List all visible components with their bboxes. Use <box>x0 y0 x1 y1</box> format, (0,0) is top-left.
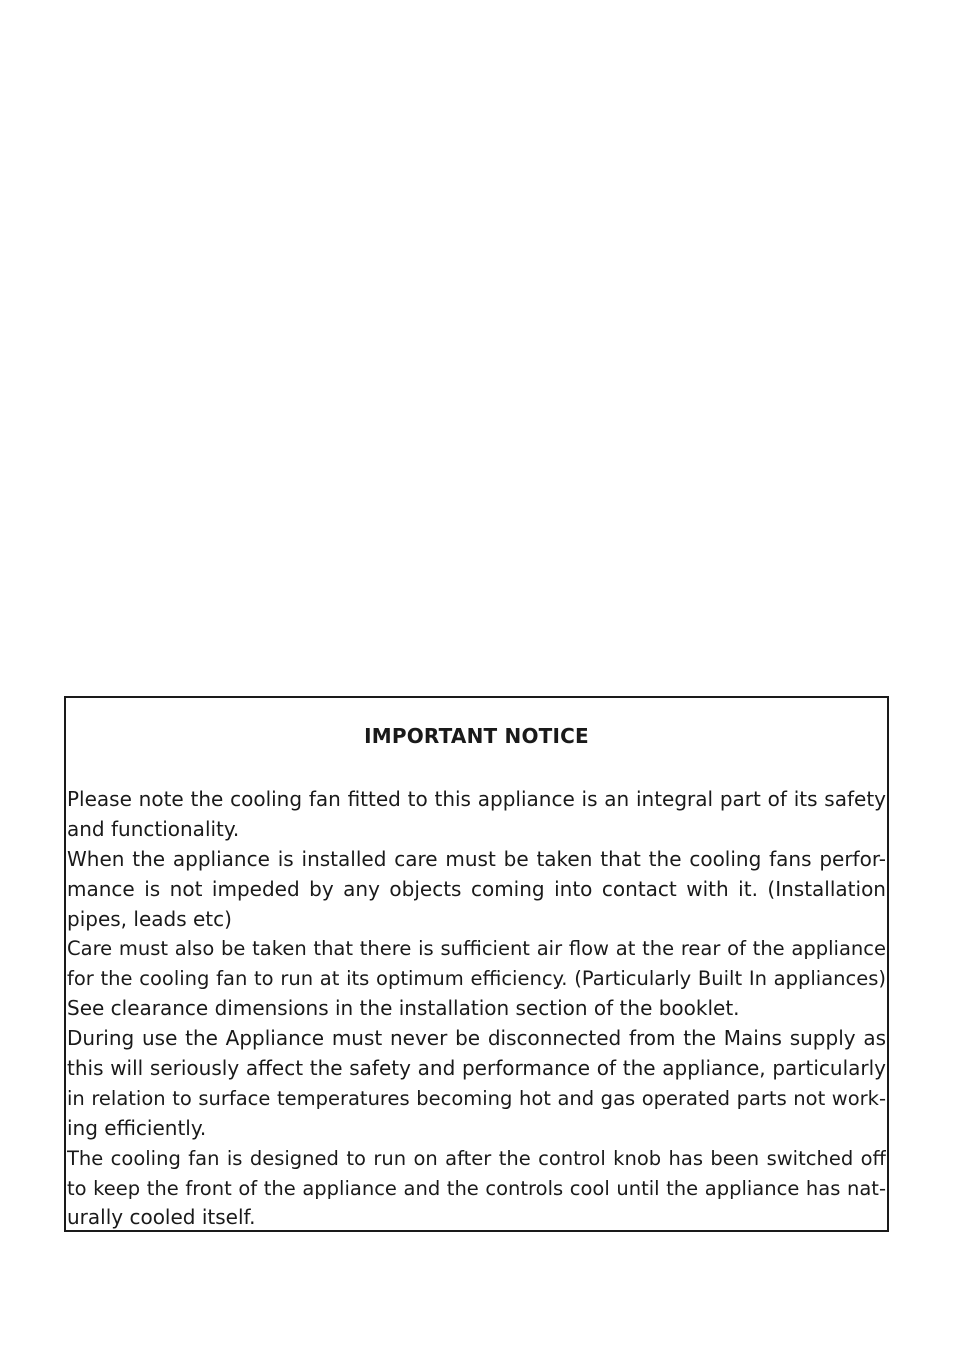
notice-line: Care must also be taken that there is sufficient air flow at the rear of the appliance <box>67 937 886 961</box>
notice-line: ing efficiently. <box>67 1115 207 1140</box>
notice-line: See clearance dimensions in the installation section of the booklet. <box>67 996 740 1021</box>
notice-line: pipes, leads etc) <box>67 906 232 931</box>
notice-line: The cooling fan is designed to run on after the control knob has been switched off <box>67 1146 886 1170</box>
notice-line: During use the Appliance must never be disconnected from the Mains supply as <box>67 1026 886 1051</box>
notice-title: IMPORTANT NOTICE <box>364 724 589 748</box>
notice-line: mance is not impeded by any objects coming into contact with it. (Installation <box>67 876 886 901</box>
important-notice-box <box>64 696 889 1232</box>
notice-body <box>67 785 886 1233</box>
notice-line: to keep the front of the appliance and the controls cool until the appliance has nat- <box>67 1176 886 1200</box>
notice-line: in relation to surface temperatures becoming hot and gas operated parts not work- <box>67 1086 886 1110</box>
notice-line: this will seriously affect the safety and performance of the appliance, particularly <box>67 1056 886 1081</box>
notice-line: and functionality. <box>67 816 240 841</box>
notice-line: When the appliance is installed care must be taken that the cooling fans perfor- <box>67 846 886 871</box>
notice-line: urally cooled itself. <box>67 1205 256 1230</box>
notice-line: for the cooling fan to run at its optimum efficiency. (Particularly Built In appliances) <box>67 967 886 991</box>
notice-line: Please note the cooling fan fitted to this appliance is an integral part of its safety <box>67 787 886 811</box>
